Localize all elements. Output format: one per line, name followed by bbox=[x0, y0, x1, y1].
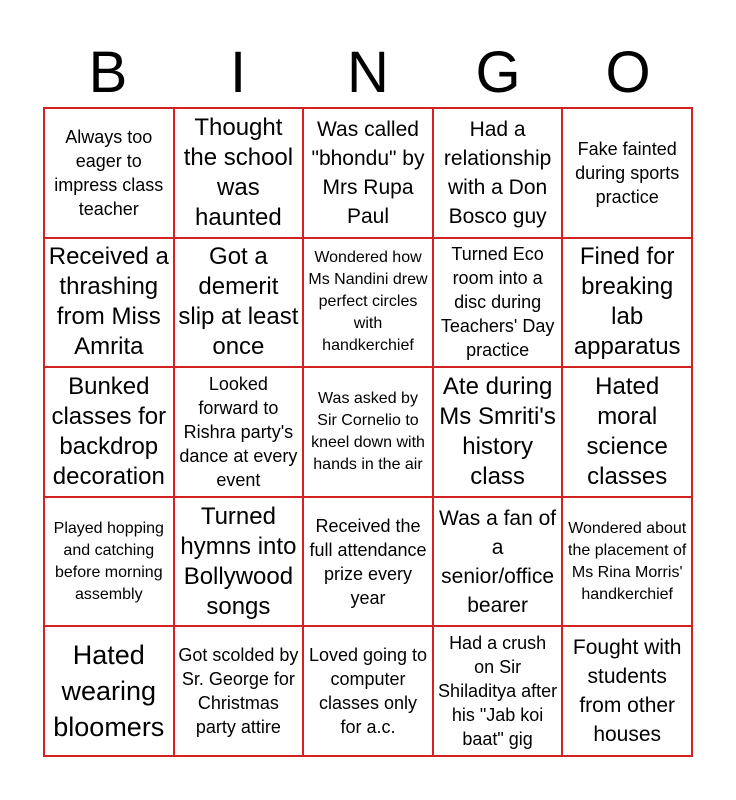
bingo-cell[interactable] bbox=[303, 626, 433, 756]
cell-text: Loved going to computer classes only for a.c. bbox=[308, 645, 428, 738]
cell-text: Wondered about the placement of Ms Rina Morris' handkerchief bbox=[568, 519, 687, 603]
header-letter-n: N bbox=[347, 40, 389, 105]
bingo-header bbox=[43, 38, 693, 108]
cell-text: Hated wearing bloomers bbox=[53, 640, 165, 743]
header-letter-g: G bbox=[475, 40, 521, 105]
bingo-cell[interactable] bbox=[303, 367, 433, 497]
cell-text: Received the full attendance prize every year bbox=[309, 515, 427, 608]
bingo-cell[interactable] bbox=[44, 497, 174, 627]
bingo-cell[interactable] bbox=[303, 238, 433, 368]
cell-text: Was a fan of a senior/office bearer bbox=[439, 506, 557, 617]
bingo-card-grid bbox=[43, 107, 693, 757]
header-letter-i: I bbox=[229, 40, 247, 105]
cell-text: Thought the school was haunted bbox=[183, 113, 294, 231]
cell-text: Got scolded by Sr. George for Christmas party attire bbox=[178, 645, 299, 738]
bingo-cell[interactable] bbox=[303, 108, 433, 238]
bingo-cell[interactable] bbox=[174, 108, 304, 238]
bingo-cell[interactable] bbox=[44, 626, 174, 756]
cell-text: Played hopping and catching before morning assembly bbox=[53, 519, 164, 603]
bingo-cell[interactable] bbox=[562, 108, 692, 238]
cell-text: Got a demerit slip at least once bbox=[178, 243, 299, 361]
cell-text: Had a crush on Sir Shiladitya after his "Jab koi baat" gig bbox=[438, 633, 558, 750]
bingo-cell[interactable] bbox=[562, 238, 692, 368]
bingo-cell[interactable] bbox=[433, 497, 563, 627]
bingo-cell[interactable] bbox=[433, 108, 563, 238]
cell-text: Turned hymns into Bollywood songs bbox=[180, 502, 297, 620]
bingo-cell[interactable] bbox=[562, 367, 692, 497]
bingo-cell[interactable] bbox=[44, 108, 174, 238]
cell-text: Received a thrashing from Miss Amrita bbox=[48, 243, 169, 361]
bingo-cell[interactable] bbox=[174, 497, 304, 627]
cell-text: Turned Eco room into a disc during Teachers' Day practice bbox=[440, 244, 555, 361]
cell-text: Bunked classes for backdrop decoration bbox=[51, 372, 167, 490]
bingo-cell[interactable] bbox=[303, 497, 433, 627]
cell-text: Had a relationship with a Don Bosco guy bbox=[443, 117, 552, 228]
bingo-cell[interactable] bbox=[433, 367, 563, 497]
bingo-cell[interactable] bbox=[562, 626, 692, 756]
bingo-cell[interactable] bbox=[433, 626, 563, 756]
bingo-cell[interactable] bbox=[44, 367, 174, 497]
cell-text: Fined for breaking lab apparatus bbox=[573, 243, 681, 361]
bingo-cell[interactable] bbox=[44, 238, 174, 368]
cell-text: Hated moral science classes bbox=[586, 372, 668, 490]
bingo-cell[interactable] bbox=[174, 238, 304, 368]
bingo-cell[interactable] bbox=[174, 367, 304, 497]
cell-text: Always too eager to impress class teacher bbox=[54, 126, 164, 219]
bingo-cell[interactable] bbox=[433, 238, 563, 368]
cell-text: Was called "bhondu" by Mrs Rupa Paul bbox=[311, 117, 425, 228]
cell-text: Looked forward to Rishra party's dance at every event bbox=[179, 373, 298, 490]
header-letter-b: B bbox=[88, 40, 128, 105]
cell-text: Fake fainted during sports practice bbox=[575, 138, 680, 207]
bingo-cell[interactable] bbox=[562, 497, 692, 627]
cell-text: Wondered how Ms Nandini drew perfect circles with handkerchief bbox=[308, 249, 428, 355]
cell-text: Was asked by Sir Cornelio to kneel down with hands in the air bbox=[311, 389, 425, 473]
cell-text: Ate during Ms Smriti's history class bbox=[439, 372, 556, 490]
header-letter-o: O bbox=[605, 40, 651, 105]
cell-text: Fought with students from other houses bbox=[572, 636, 682, 747]
bingo-cell[interactable] bbox=[174, 626, 304, 756]
